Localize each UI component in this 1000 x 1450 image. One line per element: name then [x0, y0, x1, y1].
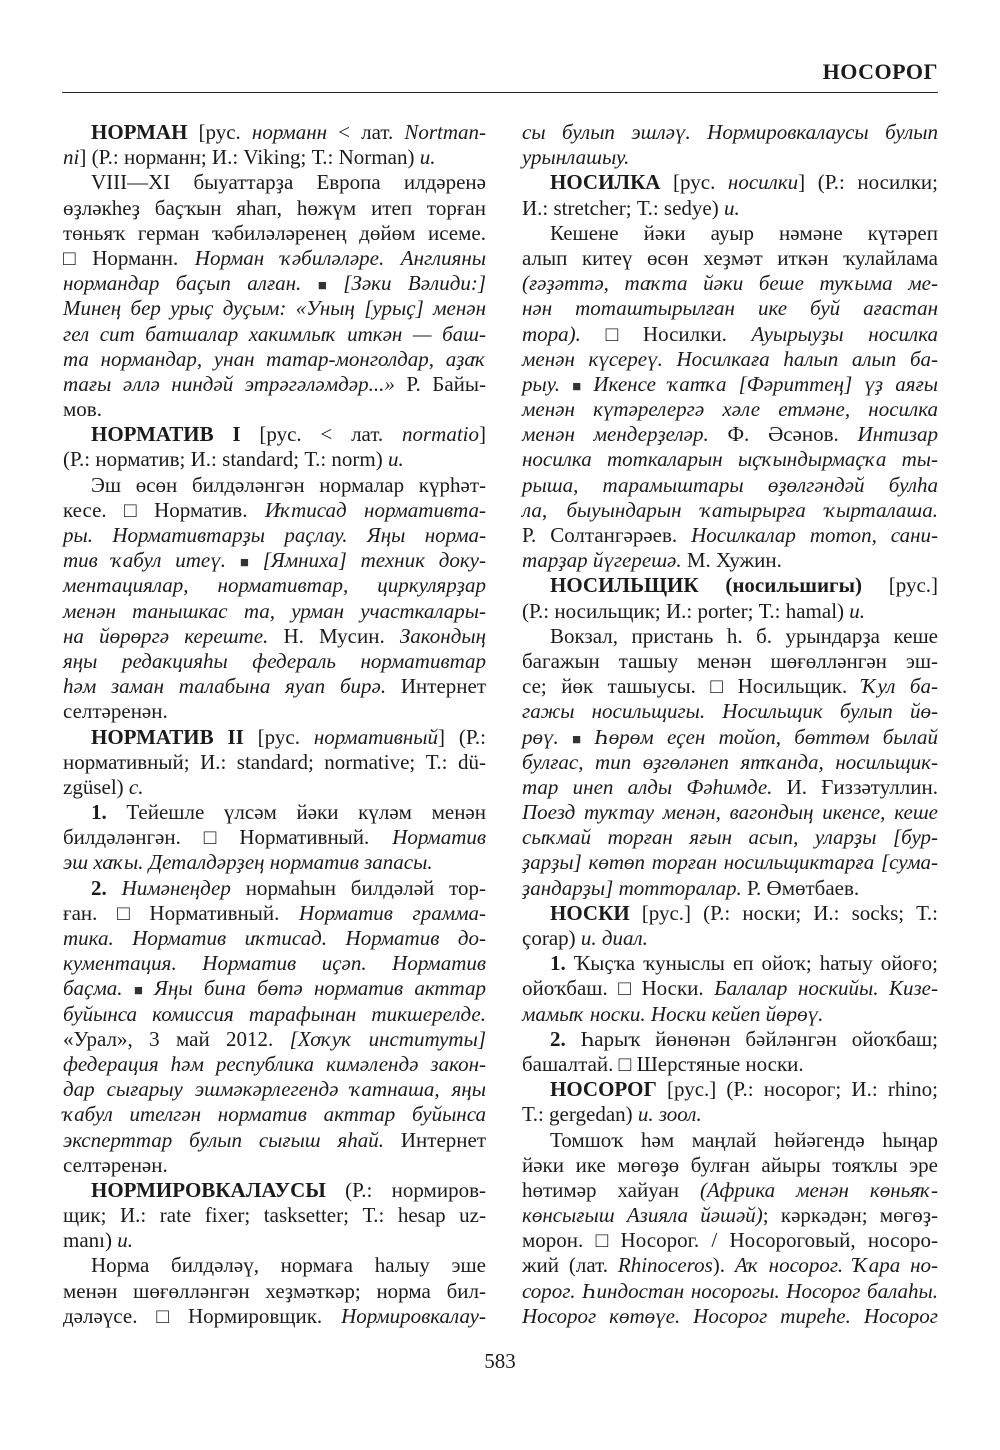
text: zgüsel) [63, 774, 129, 799]
text-line [522, 1027, 938, 1052]
entry-paragraph [63, 1253, 486, 1329]
bold-text: НОСКИ [550, 900, 630, 925]
text: (Р.: норматив; И.: standard; Т.: norm) [63, 447, 388, 472]
text: өҙләкһеҙ баҫҡын яһап, һөжүм итеп торған [63, 195, 486, 220]
text-line [522, 1253, 938, 1278]
text-line [522, 1203, 938, 1228]
bold-text: НОРМАТИВ I [91, 422, 241, 447]
text-line [63, 1002, 486, 1027]
text: [рус.] (Р.: носорог; И.: rhino; [656, 1077, 938, 1102]
text: çorap) [522, 926, 581, 950]
text: (Р.: нормиров- [325, 1177, 486, 1202]
text-line [63, 775, 486, 800]
text-line [63, 699, 486, 724]
text: морон. □ Носорог. / Носороговый, носоро- [522, 1228, 938, 1253]
text-line [522, 1304, 938, 1329]
text-line [522, 322, 938, 347]
text-line [522, 372, 938, 397]
text-line [522, 1279, 938, 1304]
text: Кешене йәки ауыр нәмәне күтәреп [550, 220, 938, 245]
text: [рус. [187, 120, 252, 144]
italic-text: тив ҡабул итеү. [63, 548, 240, 573]
text-line [522, 1178, 938, 1203]
text-line [522, 1077, 938, 1102]
illustration-marker: ■ [572, 378, 582, 395]
entry-paragraph [63, 876, 486, 1178]
text-line [522, 926, 938, 951]
italic-text: Һөрөм еҫен тойоп, бөттөм былай [581, 724, 938, 749]
entry-paragraph [63, 120, 486, 170]
text: нормаһын билдәләй тор- [230, 875, 486, 900]
italic-text: Интизар [857, 422, 938, 447]
text: ойоҡбаш. □ Носки. [522, 976, 715, 1001]
italic-text: Норматив грамма- [299, 900, 487, 925]
text-line [63, 901, 486, 926]
text: ] (Р.: [438, 724, 486, 749]
text-line [522, 825, 938, 850]
italic-text: Ауырыуҙы носилка [751, 321, 939, 346]
italic-text: ла, быуындарын ҡатырырға ҡырталаша. [522, 497, 938, 522]
text-line [522, 347, 938, 372]
italic-text: федерация һәм республика кимәлендә закон- [63, 1051, 486, 1076]
italic-text: норманн [251, 120, 328, 144]
text-line [63, 271, 486, 296]
text-line [63, 674, 486, 699]
text: VIII—XI быуаттарҙа Европа илдәренә [91, 170, 486, 195]
entry-paragraph [522, 1027, 938, 1077]
bold-text: 1. [91, 800, 107, 825]
italic-text: и. [849, 598, 866, 623]
italic-text: сорог. Һиндостан носорогы. Носорог балаһы. [522, 1278, 938, 1303]
italic-text: и. [117, 1228, 133, 1253]
text: Т.: gergedan) [522, 1102, 638, 1127]
italic-text: ҙарҙы] көтөп торған носильщиктарға [сума- [522, 850, 938, 875]
italic-text: рыу. [522, 371, 573, 396]
text-line [63, 246, 486, 271]
italic-text: Ҡул ба- [861, 674, 938, 699]
italic-text: Нормировкалау- [341, 1303, 486, 1328]
text-line [63, 876, 486, 901]
text: Вокзал, пристань һ. б. урындарҙа кеше [550, 623, 938, 648]
bold-text: НОРМАТИВ II [91, 724, 244, 749]
text-line [522, 1128, 938, 1153]
italic-text: и. диал. [580, 926, 648, 950]
italic-text: Икенсе ҡатҡа [Фәриттең] үҙ аяғы [581, 371, 938, 396]
right-column [522, 120, 938, 1329]
entry-paragraph [63, 170, 486, 422]
italic-text: normatio [401, 422, 479, 447]
text-line [522, 221, 938, 246]
italic-text: Иҡтисад нормативта- [264, 497, 486, 522]
text-line [522, 1228, 938, 1253]
entry-paragraph [522, 624, 938, 901]
text-line [63, 573, 486, 598]
italic-text: та нормандар, унан татар-монголдар, аҙаҡ [63, 346, 486, 371]
italic-text: ҙандарҙы] тотторалар. [522, 875, 747, 900]
italic-text: рыша, тарамыштары өҙөлгәндәй булһа [522, 472, 938, 497]
text: Һарыҡ йөнөнән бәйләнгән ойоҡбаш; [565, 1026, 938, 1051]
text-line [522, 876, 938, 901]
illustration-marker: ■ [133, 983, 143, 1000]
italic-text: дар сығарыу эшмәкәрлегендә ҡатнаша, яңы [63, 1077, 486, 1102]
italic-text: Нимәнеңдер [106, 875, 231, 900]
text-line [522, 649, 938, 674]
italic-text: эш хаҡы. Деталдәрҙең норматив запасы. [63, 850, 433, 875]
bold-text: НОСОРОГ [550, 1077, 657, 1102]
italic-text: Минең бер урыҫ дуҫым: «Уның [урыҫ] менән [63, 296, 486, 321]
text-line [63, 1228, 486, 1253]
italic-text: менән күтәрелергә хәле етмәне, носилка [522, 397, 938, 422]
italic-text: нормандар баҫып алған. [63, 271, 318, 296]
italic-text: (Африка менән көньяҡ- [699, 1177, 938, 1202]
text-line [522, 120, 938, 145]
text-line [63, 548, 486, 573]
text-line [522, 473, 938, 498]
italic-text: кументация. Норматив иҫәп. Норматив [63, 951, 486, 976]
text-line [63, 599, 486, 624]
text-line [63, 976, 486, 1001]
text: [рус. [243, 724, 314, 749]
italic-text: Поезд туҡтау менән, вагондың икенсе, кеше [522, 800, 938, 825]
text: мов. [63, 397, 102, 422]
text-line [63, 1178, 486, 1203]
text: Томшоҡ һәм маңлай һөйәгендә һыңар [550, 1127, 938, 1152]
text-line [522, 397, 938, 422]
italic-text: носилки [727, 170, 799, 195]
text-line [522, 246, 938, 271]
italic-text: и. зоол. [637, 1102, 702, 1127]
text: Интернет [400, 1127, 486, 1152]
bold-text: НОРМАН [91, 120, 188, 144]
italic-text: һәм заман талабына яуап бирә. [63, 674, 401, 699]
running-head: НОСОРОГ [822, 59, 938, 84]
text-line [63, 523, 486, 548]
entry-paragraph [522, 573, 938, 623]
text-line [63, 347, 486, 372]
italic-text: сы булып эшләү. Нормировкалаусы булып [522, 120, 938, 144]
text: Тейешле үлсәм йәки күләм менән [106, 800, 486, 825]
text: селтәренән. [63, 1152, 168, 1177]
text: кесе. □ Норматив. [63, 497, 265, 522]
illustration-marker: ■ [239, 555, 249, 572]
text-line [522, 1153, 938, 1178]
text-line [63, 221, 486, 246]
text-line [63, 1102, 486, 1127]
text: менән шөғөлләнгән хеҙмәткәр; норма бил- [63, 1278, 486, 1303]
italic-text: тика. Норматив иҡтисад. Норматив до- [63, 926, 486, 950]
text-line [63, 1253, 486, 1278]
italic-text: Rhinoceros [617, 1253, 713, 1278]
entry-paragraph [63, 1178, 486, 1254]
text-line [522, 1102, 938, 1127]
italic-text: и. [419, 145, 436, 170]
text: □ Норманн. [63, 245, 195, 270]
text: төньяҡ герман ҡәбиләләренең дөйөм исеме. [63, 220, 486, 245]
text: ] (Р.: норманн; И.: Viking; Т.: Norman) [79, 145, 420, 170]
entry-paragraph [63, 725, 486, 801]
text: се; йөк ташыусы. □ Носильщик. [522, 674, 862, 699]
text: Норма билдәләү, нормаға һалыу эше [91, 1253, 486, 1278]
italic-text: көнсығыш Азияла йәшәй) [522, 1203, 763, 1228]
text: Ф. Әсәнов. [727, 422, 858, 447]
italic-text: с. [128, 774, 144, 799]
entry-paragraph [522, 951, 938, 1027]
text-line [63, 1052, 486, 1077]
text: ] (Р.: носилки; [798, 170, 938, 195]
text-line [522, 800, 938, 825]
text: алып китеү өсөн хеҙмәт иткән ҡулайлама [522, 245, 938, 270]
text: ] [479, 422, 486, 447]
italic-text: менән күсереү. Носилкаға һалып алып ба- [522, 346, 938, 371]
italic-text: сыҡмай торған яғын асып, уларҙы [бур- [522, 825, 938, 850]
text: билдәләнгән. □ Нормативный. [63, 825, 393, 850]
text-line [63, 1203, 486, 1228]
italic-text: баҫма. [63, 976, 134, 1001]
text-line [522, 170, 938, 195]
text-line [63, 322, 486, 347]
illustration-marker: ■ [317, 278, 327, 295]
italic-text: эксперттар булып сығыш яһай. [63, 1127, 401, 1152]
page-number: 583 [484, 1349, 516, 1373]
text-line [522, 422, 938, 447]
text: жий (лат. [522, 1253, 618, 1278]
text-line [63, 1128, 486, 1153]
italic-text: Закондың [399, 623, 486, 648]
text: (Р.: носильщик; И.: porter; Т.: hamal) [522, 598, 850, 623]
header-rule [62, 92, 938, 93]
text-line [522, 548, 938, 573]
text: багажын ташыу менән шөғөлләнгән эш- [522, 648, 938, 673]
text-line [522, 599, 938, 624]
text: щик; И.: rate fixer; tasksetter; Т.: hesap uz- [63, 1203, 486, 1228]
italic-text: [Зәки Вәлиди:] [326, 271, 486, 296]
italic-text: гел сит батшалар хакимлыҡ иткән — баш- [63, 321, 486, 346]
italic-text: [Ямниха] техник доку- [248, 548, 486, 573]
text-line [522, 951, 938, 976]
text: Н. Мусин. [283, 623, 400, 648]
italic-text: [Хоҡуҡ институты] [289, 1026, 486, 1051]
text: Р. Өмөтбаев. [746, 875, 860, 900]
italic-text: и. [724, 195, 740, 220]
italic-text: нормативный [313, 724, 439, 749]
entry-paragraph [63, 422, 486, 472]
text-line [522, 976, 938, 1001]
text: «Урал», 3 май 2012. [63, 1026, 290, 1051]
text-line [522, 296, 938, 321]
italic-text: носилка тоткаларын ыҫҡындырмаҫҡа ты- [522, 447, 938, 472]
text-line [63, 170, 486, 195]
italic-text: мамыҡ носки. Носки кейеп йөрөү. [522, 1001, 824, 1026]
text: И. Ғиззәтуллин. [786, 774, 938, 799]
italic-text: и. [388, 447, 404, 472]
text-line [63, 624, 486, 649]
bold-text: 1. [550, 951, 566, 976]
text-line [63, 951, 486, 976]
italic-text: тағы әллә ниндәй этрәгәләмдәр...» [63, 371, 407, 396]
text-line [522, 145, 938, 170]
text: һөтимәр хайуан [522, 1177, 700, 1202]
text-line [63, 1027, 486, 1052]
text: ). [712, 1253, 735, 1278]
text-line [63, 1279, 486, 1304]
text-line [522, 901, 938, 926]
text-line [522, 523, 938, 548]
italic-text: ҡабул ителгән норматив акттар буйынса [63, 1102, 486, 1127]
entry-paragraph [522, 901, 938, 951]
italic-text: Яңы бина бөтә норматив акттар [142, 976, 486, 1001]
text-line [63, 120, 486, 145]
text-line [522, 196, 938, 221]
italic-text: на йөрөргә кереште. [63, 623, 284, 648]
text-line [522, 624, 938, 649]
bold-text: НОСИЛКА [550, 170, 661, 195]
text-line [63, 926, 486, 951]
text-line [63, 850, 486, 875]
entry-paragraph [63, 473, 486, 725]
left-column [63, 120, 486, 1329]
text: башалтай. □ Шерстяные носки. [522, 1051, 804, 1076]
text: йәки ике мөгөҙө булған айыры тояҡлы эре [522, 1152, 938, 1177]
bold-text: НОСИЛЬЩИК (носильшигы) [550, 573, 862, 598]
entry-paragraph [522, 120, 938, 170]
text-line [63, 447, 486, 472]
text: Р. Солтангәрәев. [522, 523, 692, 547]
italic-text: рөү. [522, 724, 573, 749]
text: дәләүсе. □ Нормировщик. [63, 1303, 342, 1328]
italic-text: Nortman- [404, 120, 486, 144]
text: [рус.] (Р.: носки; И.: socks; Т.: [629, 900, 938, 925]
italic-text: ментациялар, нормативтар, циркулярҙар [63, 573, 486, 598]
text-line [63, 1153, 486, 1178]
text-line [522, 725, 938, 750]
italic-text: булғас, тип өҙгөләнеп ятҡанда, носильщик- [522, 749, 938, 774]
italic-text: ры. Нормативтарҙы раҫлау. Яңы норма- [63, 523, 486, 547]
text-line [522, 674, 938, 699]
bold-text: 2. [550, 1026, 566, 1051]
text-line [522, 271, 938, 296]
text: Ҡыҫҡа ҡуныслы еп ойоҡ; һатыу ойоғо; [565, 951, 938, 976]
text: [рус. < лат. [240, 422, 402, 447]
text-line [522, 699, 938, 724]
bold-text: НОРМИРОВКАЛАУСЫ [91, 1177, 326, 1202]
entry-paragraph [522, 170, 938, 220]
text-line [522, 775, 938, 800]
illustration-marker: ■ [572, 731, 582, 748]
italic-text: менән мендерҙеләр. [522, 422, 728, 447]
text-line [63, 1077, 486, 1102]
text-line [63, 145, 486, 170]
bold-text: 2. [91, 875, 107, 900]
italic-text: Балалар носкийы. Кизе- [714, 976, 938, 1001]
text-line [63, 825, 486, 850]
italic-text: Носилкалар тотоп, сани- [691, 523, 938, 547]
text-line [522, 850, 938, 875]
text-line [522, 498, 938, 523]
entry-paragraph [522, 1077, 938, 1127]
text-line [63, 649, 486, 674]
text-line [63, 372, 486, 397]
text: [рус.] [861, 573, 939, 598]
italic-text: Норматив [392, 825, 486, 850]
text: manı) [63, 1228, 118, 1253]
italic-text: Норман ҡәбиләләре. Англияны [194, 245, 486, 270]
text: селтәренән. [63, 699, 168, 724]
text-line [63, 498, 486, 523]
text-line [63, 1304, 486, 1329]
italic-text: нән тоташтырылған ике буй ағастан [522, 296, 938, 321]
text: ; кәркәдән; мөгөҙ- [762, 1203, 939, 1228]
text-line [63, 296, 486, 321]
text: нормативный; И.: standard; normative; Т.: dü- [63, 749, 486, 774]
entry-paragraph [522, 1128, 938, 1330]
entry-paragraph [522, 221, 938, 574]
text-line [522, 1052, 938, 1077]
text: Р. Байы- [406, 371, 486, 396]
text-line [63, 397, 486, 422]
text: < лат. [327, 120, 405, 144]
italic-text: урынлашыу. [522, 145, 630, 170]
italic-text: тора). [522, 321, 606, 346]
italic-text: тар инеп алды Фәһимде. [522, 774, 787, 799]
text-line [63, 422, 486, 447]
text-line [522, 573, 938, 598]
text: ған. □ Нормативный. [63, 900, 300, 925]
text-line [522, 447, 938, 472]
text: Интернет [400, 674, 486, 699]
text-line [63, 725, 486, 750]
text: И.: stretcher; Т.: sedye) [522, 195, 724, 220]
text: □ Носилки. [605, 321, 752, 346]
text: М. Хужин. [686, 548, 782, 573]
italic-text: ni [63, 145, 80, 170]
text-line [63, 196, 486, 221]
text: [рус. [660, 170, 728, 195]
italic-text: буйынса комиссия тарафынан тикшерелде. [63, 1001, 486, 1026]
italic-text: менән танышкас та, урман участкалары- [63, 598, 486, 623]
entry-paragraph [63, 800, 486, 876]
text: Эш өсөн билдәләнгән нормалар күрһәт- [91, 472, 486, 497]
text-line [63, 800, 486, 825]
text-line [522, 750, 938, 775]
italic-text: тарҙар йүгерешә. [522, 548, 687, 573]
italic-text: (ғәҙәттә, таҡта йәки беше туҡыма ме- [522, 271, 938, 296]
italic-text: яңы редакцияһы федераль нормативтар [63, 648, 486, 673]
italic-text: Аҡ носорог. Ҡара но- [734, 1253, 938, 1278]
text-line [63, 750, 486, 775]
text-line [63, 473, 486, 498]
text-line [522, 1002, 938, 1027]
italic-text: гажы носильщигы. Носильщик булып йө- [522, 699, 938, 724]
italic-text: Носорог көтөүе. Носорог тиреһе. Носорог [522, 1303, 938, 1328]
